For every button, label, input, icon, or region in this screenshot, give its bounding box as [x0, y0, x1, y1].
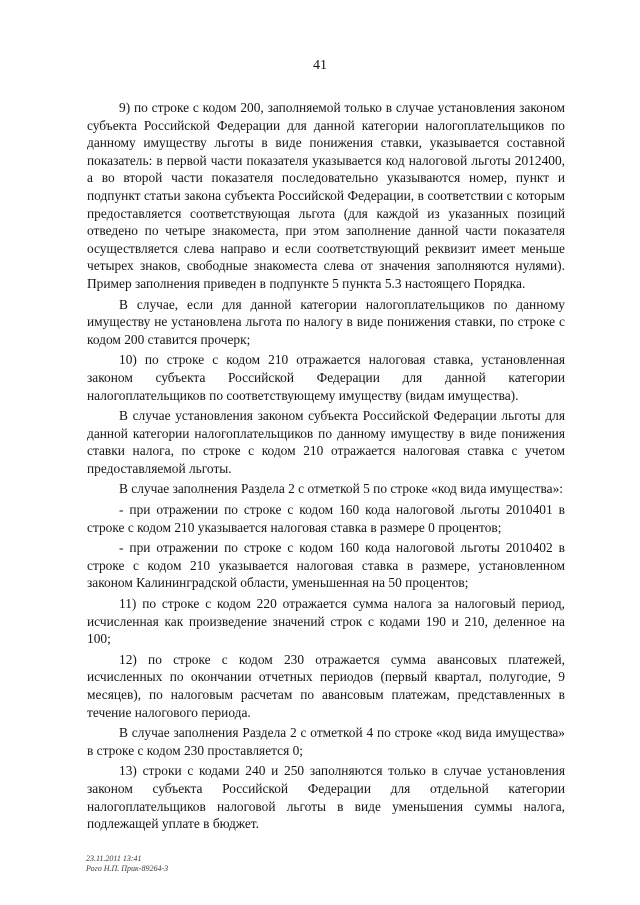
paragraph-row-220: 11) по строке с кодом 220 отражается сумма налога за налоговый период, исчисленная как произведение значений строк с кодами 190 и 210, деленное на 100; [87, 596, 565, 647]
paragraph-row-210: 10) по строке с кодом 210 отражается налоговая ставка, установленная законом субъекта Российской Федерации для данной категории налогоплательщиков по соответствующему имуществу (видам имущества). [87, 352, 565, 403]
paragraph-section-2-mark-5: В случае заполнения Раздела 2 с отметкой 5 по строке «код вида имущества»: [119, 481, 563, 497]
footer-reference: Рого Н.П. Прик-89264-3 [86, 864, 169, 873]
paragraph-row-200-no-benefit: В случае, если для данной категории налогоплательщиков по данному имуществу не установлена льгота по налогу в виде понижения ставки, по строке с кодом 200 ставится прочерк; [87, 296, 565, 347]
paragraph-benefit-2010401: - при отражении по строке с кодом 160 кода налоговой льготы 2010401 в строке с кодом 210 указывается налоговая ставка в размере 0 процентов; [87, 502, 565, 535]
document-footer [86, 854, 168, 874]
footer-timestamp: 23.11.2011 13:41 [86, 854, 142, 863]
paragraph-row-210-benefit: В случае установления законом субъекта Российской Федерации льготы для данной категории налогоплательщиков по данному имуществу в виде понижения ставки налога, по строке с кодом 210 отражается налоговая ставка с учетом предоставляемой льготы. [87, 408, 565, 476]
paragraph-benefit-2010402: - при отражении по строке с кодом 160 кода налоговой льготы 2010402 в строке с кодом 210 указывается налоговая ставка в размере, установленном законом Калининградской области, уменьшенная на 50 процентов; [87, 540, 565, 591]
paragraph-row-200: 9) по строке с кодом 200, заполняемой только в случае установления законом субъекта Российской Федерации для данной категории налогоплательщиков по данному имуществу льготы в виде понижения ставки, указывается составной показатель: в первой части показателя указывается код налоговой льготы 2012400, а во второй части показателя последовательно указываются номер, пункт и подпункт статьи закона субъекта Российской Федерации, в соответствии с которым предоставляется соответствующая льгота (для каждой из указанных позиций отведено по четыре знакоместа, при этом заполнение данной части показателя осуществляется слева направо и если соответствующий реквизит имеет меньше четырех знаков, свободные знакоместа слева от значения заполняются нулями). Пример заполнения приведен в подпункте 5 пункта 5.3 настоящего Порядка. [87, 100, 565, 291]
document-body [87, 99, 565, 836]
paragraph-rows-240-250: 13) строки с кодами 240 и 250 заполняются только в случае установления законом субъекта Российской Федерации для отдельной категории налогоплательщиков налоговой льготы в виде уменьшения суммы налога, подлежащей уплате в бюджет. [87, 763, 565, 832]
page-number: 41 [313, 58, 327, 73]
paragraph-section-2-mark-4: В случае заполнения Раздела 2 с отметкой 4 по строке «код вида имущества» в строке с кодом 230 проставляется 0; [87, 725, 565, 758]
paragraph-row-230: 12) по строке с кодом 230 отражается сумма авансовых платежей, исчисленных по окончании отчетных периодов (первый квартал, полугодие, 9 месяцев), по налоговым расчетам по авансовым платежам, представленных в течение налогового периода. [87, 651, 565, 720]
